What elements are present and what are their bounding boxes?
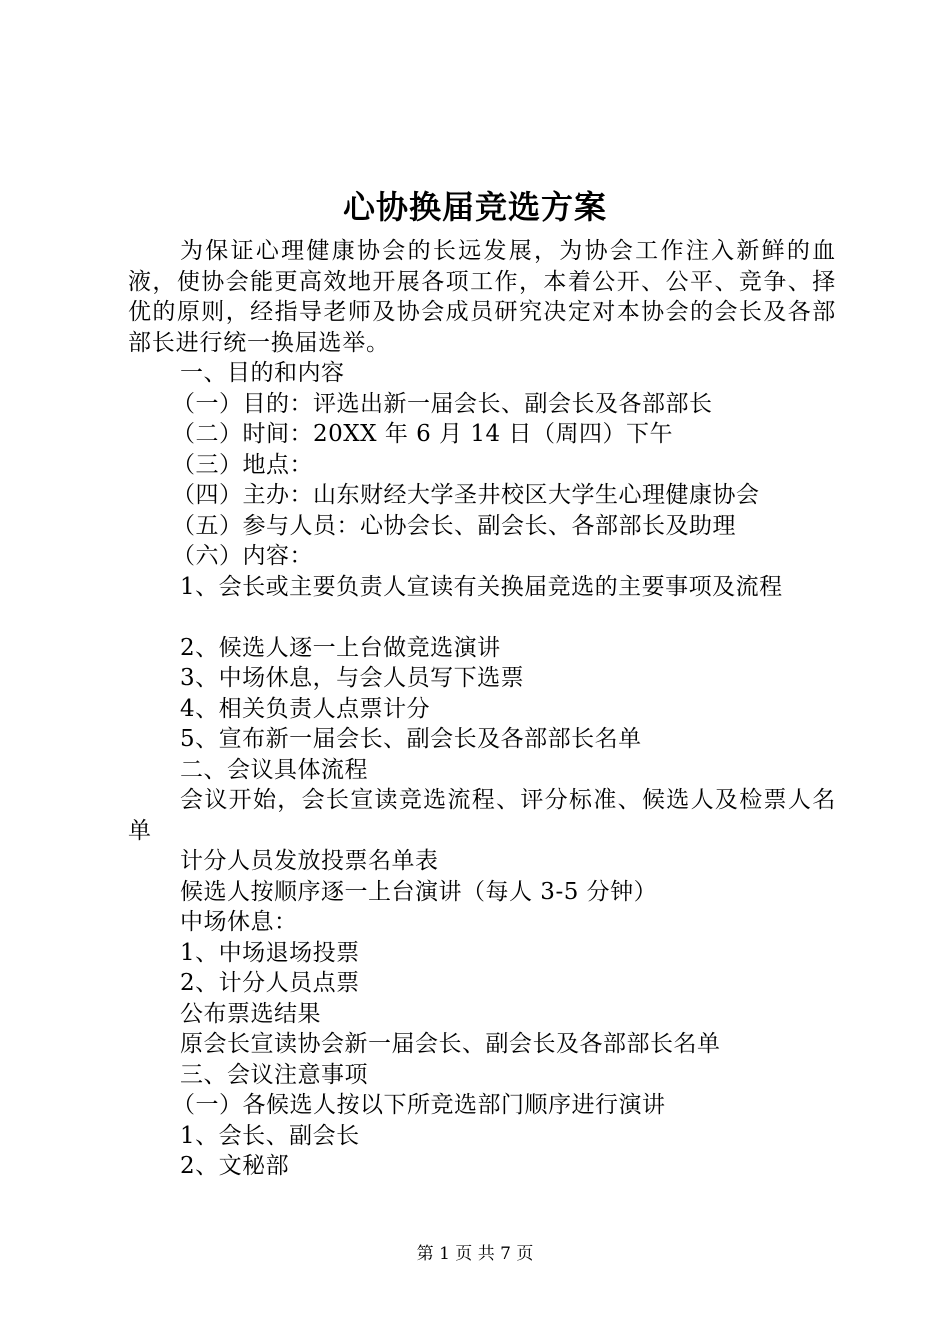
procedure-line-2: 候选人按顺序逐一上台演讲（每人 3-5 分钟） bbox=[180, 878, 658, 905]
procedure-line-5: 2、计分人员点票 bbox=[180, 970, 360, 996]
list-item-participants: （五）参与人员：心协会长、副会长、各部部长及助理 bbox=[172, 512, 736, 539]
content-item-4: 4、相关负责人点票计分 bbox=[180, 695, 431, 722]
list-item-location: （三）地点： bbox=[172, 451, 313, 478]
blank-line bbox=[128, 602, 836, 633]
procedure-line-1: 计分人员发放投票名单表 bbox=[180, 848, 439, 874]
notes-line-2: 1、会长、副会长 bbox=[180, 1122, 360, 1149]
list-item-purpose: （一）目的：评选出新一届会长、副会长及各部部长 bbox=[172, 390, 713, 417]
list-item-organizer: （四）主办：山东财经大学圣井校区大学生心理健康协会 bbox=[172, 482, 760, 508]
procedure-line-3: 中场休息： bbox=[180, 909, 298, 935]
content-item-5: 5、宣布新一届会长、副会长及各部部长名单 bbox=[180, 726, 642, 752]
section-heading-purpose: 一、目的和内容 bbox=[180, 360, 345, 386]
procedure-line-4: 1、中场退场投票 bbox=[180, 939, 360, 966]
intro-paragraph: 为保证心理健康协会的长远发展，为协会工作注入新鲜的血液，使协会能更高效地开展各项工作，本着公开、公平、竞争、择优的原则，经指导老师及协会成员研究决定对本协会的会长及各部部长进行统一换届选举。 bbox=[128, 238, 836, 356]
procedure-line-7: 原会长宣读协会新一届会长、副会长及各部部长名单 bbox=[180, 1031, 721, 1057]
list-item-content: （六）内容： bbox=[172, 543, 313, 569]
page-footer: 第 1 页 共 7 页 bbox=[416, 1244, 534, 1264]
notes-line-1: （一）各候选人按以下所竞选部门顺序进行演讲 bbox=[172, 1092, 666, 1118]
notes-line-3: 2、文秘部 bbox=[180, 1153, 290, 1179]
content-item-2: 2、候选人逐一上台做竞选演讲 bbox=[180, 634, 501, 661]
procedure-line-6: 公布票选结果 bbox=[180, 1000, 321, 1027]
list-item-time: （二）时间：20XX 年 6 月 14 日（周四）下午 bbox=[172, 421, 673, 447]
document-title: 心协换届竞选方案 bbox=[342, 188, 607, 226]
section-heading-notes: 三、会议注意事项 bbox=[180, 1061, 368, 1088]
content-item-1: 1、会长或主要负责人宣读有关换届竞选的主要事项及流程 bbox=[180, 573, 783, 600]
procedure-opening: 会议开始，会长宣读竞选流程、评分标准、候选人及检票人名单 bbox=[128, 787, 836, 844]
document-body bbox=[128, 236, 836, 1182]
section-heading-procedure: 二、会议具体流程 bbox=[180, 756, 368, 783]
content-item-3: 3、中场休息，与会人员写下选票 bbox=[180, 665, 525, 691]
